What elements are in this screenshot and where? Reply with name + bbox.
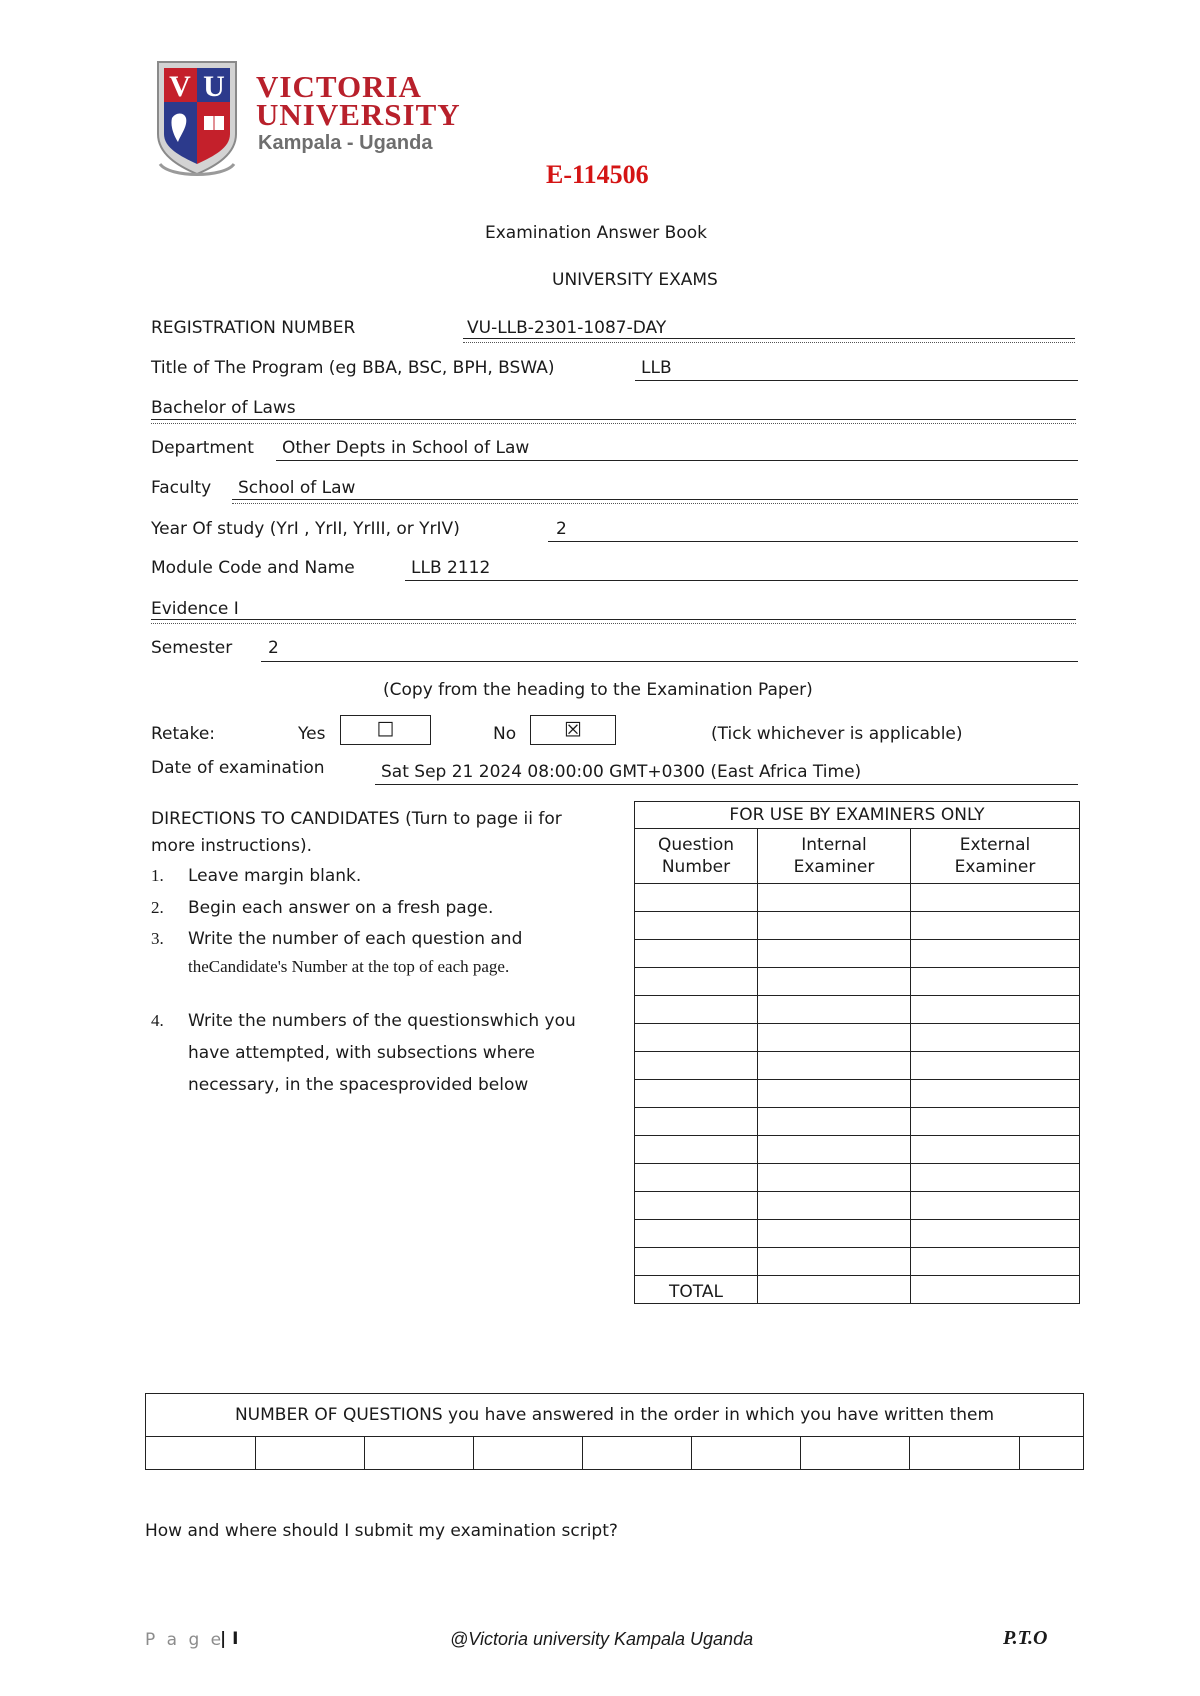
retake-label: Retake:	[151, 724, 216, 744]
direction-text: necessary, in the spacesprovided below	[188, 1075, 529, 1095]
questions-order-title: NUMBER OF QUESTIONS you have answered in the order in which you have written them	[146, 1394, 1084, 1437]
answer-order-cell[interactable]	[692, 1437, 801, 1470]
year-label: Year Of study (YrI , YrII, YrIII, or YrIV)	[151, 519, 460, 539]
footer-center-text: @Victoria university Kampala Uganda	[450, 1629, 754, 1649]
program-name[interactable]: Bachelor of Laws	[151, 398, 296, 418]
faculty-dotline	[232, 503, 1078, 504]
program-label: Title of The Program (eg BBA, BSC, BPH, BSWA)	[151, 358, 555, 378]
examiners-table	[634, 801, 1080, 1304]
university-shield-icon	[150, 56, 260, 186]
faculty-underline	[232, 499, 1078, 500]
logo-line2: UNIVERSITY	[256, 97, 461, 132]
answer-order-cell[interactable]	[146, 1437, 256, 1470]
table-row	[635, 1052, 1080, 1080]
answer-order-cell[interactable]	[583, 1437, 692, 1470]
table-row	[635, 968, 1080, 996]
examiners-table-title: FOR USE BY EXAMINERS ONLY	[635, 802, 1080, 829]
exam-date-underline	[375, 784, 1078, 785]
table-row	[635, 1220, 1080, 1248]
copy-note: (Copy from the heading to the Examination Paper)	[383, 680, 813, 700]
column-header-external: External Examiner	[911, 829, 1080, 884]
table-row	[635, 1192, 1080, 1220]
logo-line1: VICTORIA	[256, 69, 422, 104]
year-underline	[548, 541, 1078, 542]
total-row	[635, 1276, 1080, 1304]
year-value[interactable]: 2	[556, 519, 567, 539]
directions-title-line1: DIRECTIONS TO CANDIDATES (Turn to page ii for	[151, 809, 562, 829]
registration-label: REGISTRATION NUMBER	[151, 318, 356, 338]
registration-underline	[463, 338, 1075, 339]
program-name-underline	[151, 419, 1076, 420]
directions-title-line2: more instructions).	[151, 836, 313, 856]
answer-order-cell[interactable]	[365, 1437, 474, 1470]
logo-location: Kampala - Uganda	[258, 132, 433, 154]
retake-yes-checkbox[interactable]	[340, 715, 431, 745]
department-value[interactable]: Other Depts in School of Law	[282, 438, 530, 458]
registration-value[interactable]: VU-LLB-2301-1087-DAY	[467, 318, 667, 338]
faculty-label: Faculty	[151, 478, 212, 498]
column-header-internal: Internal Examiner	[758, 829, 911, 884]
page-title: Examination Answer Book	[485, 223, 707, 243]
direction-num: 1.	[151, 866, 164, 885]
logo-letter-v: V	[169, 70, 191, 103]
page-subtitle: UNIVERSITY EXAMS	[552, 270, 718, 290]
table-row	[635, 1024, 1080, 1052]
total-label: TOTAL	[635, 1276, 758, 1304]
column-header-question: Question Number	[635, 829, 758, 884]
semester-underline	[261, 661, 1078, 662]
module-value[interactable]: LLB 2112	[411, 558, 491, 578]
footer-page-number: | I	[220, 1629, 239, 1649]
table-row	[635, 912, 1080, 940]
program-underline	[635, 380, 1078, 381]
semester-label: Semester	[151, 638, 233, 658]
footer-pto: P.T.O	[1003, 1627, 1048, 1649]
faculty-value[interactable]: School of Law	[238, 478, 356, 498]
registration-dotline	[463, 342, 1075, 343]
table-row	[635, 1164, 1080, 1192]
table-row	[635, 884, 1080, 912]
document-id: E-114506	[546, 160, 649, 189]
direction-item-4	[151, 1005, 576, 1101]
answer-order-cell[interactable]	[256, 1437, 365, 1470]
program-name-dotline	[151, 423, 1076, 424]
footer-page-label: P a g e	[145, 1630, 225, 1650]
direction-text: Leave margin blank.	[188, 866, 362, 886]
department-underline	[276, 460, 1078, 461]
direction-text: Write the numbers of the questionswhich you	[188, 1011, 576, 1031]
answer-order-cell[interactable]	[1020, 1437, 1084, 1470]
logo-letter-u: U	[203, 70, 225, 103]
module-label: Module Code and Name	[151, 558, 355, 578]
table-row	[635, 1108, 1080, 1136]
direction-text: Write the number of each question and	[188, 929, 523, 949]
table-row	[635, 996, 1080, 1024]
direction-num: 2.	[151, 898, 164, 917]
answer-order-cell[interactable]	[801, 1437, 910, 1470]
answer-order-cell[interactable]	[474, 1437, 583, 1470]
department-label: Department	[151, 438, 254, 458]
table-row	[635, 1136, 1080, 1164]
submit-question: How and where should I submit my examination script?	[145, 1521, 618, 1541]
direction-item-3	[151, 925, 522, 980]
table-row	[635, 1080, 1080, 1108]
module-name-underline	[151, 619, 1076, 620]
table-row	[635, 940, 1080, 968]
direction-num: 4.	[151, 1011, 164, 1030]
exam-date-label: Date of examination	[151, 758, 325, 778]
checked-box-icon: ☒	[564, 717, 582, 742]
module-underline	[405, 580, 1078, 581]
exam-date-value[interactable]: Sat Sep 21 2024 08:00:00 GMT+0300 (East Africa Time)	[381, 762, 862, 782]
direction-text: Begin each answer on a fresh page.	[188, 898, 494, 918]
direction-text: theCandidate's Number at the top of each page.	[188, 957, 510, 976]
university-logo	[150, 56, 461, 186]
direction-num: 3.	[151, 929, 164, 948]
retake-yes-label: Yes	[298, 724, 326, 744]
retake-no-checkbox[interactable]	[530, 715, 616, 745]
direction-item-1	[151, 862, 361, 890]
table-row	[146, 1437, 1084, 1470]
module-name[interactable]: Evidence I	[151, 599, 239, 619]
direction-item-2	[151, 894, 493, 922]
retake-note: (Tick whichever is applicable)	[711, 724, 963, 744]
program-value[interactable]: LLB	[641, 358, 672, 378]
answer-order-cell[interactable]	[910, 1437, 1020, 1470]
table-row	[635, 1248, 1080, 1276]
directions-title	[151, 806, 562, 860]
direction-text: have attempted, with subsections where	[188, 1043, 535, 1063]
unchecked-box-icon: ☐	[376, 717, 395, 742]
semester-value[interactable]: 2	[268, 638, 279, 658]
questions-order-table	[145, 1393, 1084, 1470]
retake-no-label: No	[493, 724, 517, 744]
module-name-dotline	[151, 623, 1076, 624]
